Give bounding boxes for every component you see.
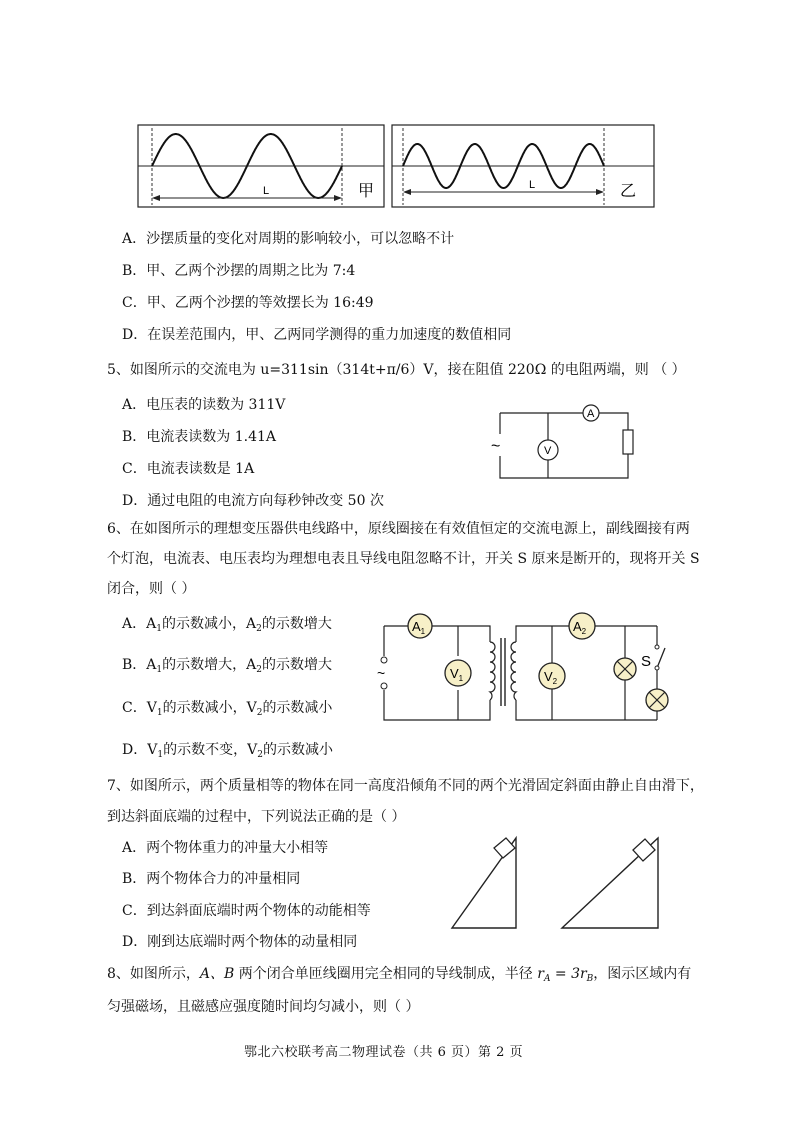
q4-option-d: D．在误差范围内，甲、乙两同学测得的重力加速度的数值相同 xyxy=(122,327,512,343)
q7-stem-line2: 到达斜面底端的过程中，下列说法正确的是（ ） xyxy=(107,809,406,825)
q6-switch-s xyxy=(657,648,665,668)
q6-secondary-coil xyxy=(511,642,516,700)
q4-option-b: B．甲、乙两个沙摆的周期之比为 7:4 xyxy=(122,263,356,279)
q6-option-c: C．$V_1$的示数减小，$V_2$的示数减小 xyxy=(122,700,333,718)
q6-lamp-2 xyxy=(646,689,668,711)
q8-stem-line2: 匀强磁场，且磁感应强度随时间均匀减小，则（ ） xyxy=(107,999,420,1015)
q6-stem-line3: 闭合，则（ ） xyxy=(107,581,196,597)
q8-radius-formula: $r_A = 3r_B$ xyxy=(537,966,594,984)
q6-option-d: D．$V_1$的示数不变，$V_2$的示数减小 xyxy=(122,742,333,760)
q5-option-c: C．电流表读数是 1A xyxy=(122,461,255,477)
q6-option-a: A．$A_1$的示数减小，$A_2$的示数增大 xyxy=(122,616,332,634)
left-panel-label: 甲 xyxy=(358,183,375,200)
q8-stem-line1: 8、如图所示，A、B 两个闭合单匝线圈用完全相同的导线制成，半径 $r_A = 3r_B$，图示区域内有 xyxy=(107,966,692,984)
right-panel-label: 乙 xyxy=(620,183,637,200)
q5-circuit-figure xyxy=(488,398,638,486)
q6-lamp-1 xyxy=(614,658,636,680)
q6-stem-line1: 6、在如图所示的理想变压器供电线路中，原线圈接在有效值恒定的交流电源上，副线圈接有两 xyxy=(107,521,690,537)
left-length-label: L xyxy=(263,185,270,197)
q7-option-a: A．两个物体重力的冲量大小相等 xyxy=(122,840,329,856)
q7-incline-left xyxy=(452,838,516,928)
q5-option-d: D．通过电阻的电流方向每秒钟改变 50 次 xyxy=(122,493,384,509)
q5-voltmeter-label: V xyxy=(544,445,552,457)
q5-ammeter-label: A xyxy=(587,408,595,420)
q6-primary-coil xyxy=(490,642,495,700)
svg-text:V2: $V_2$ xyxy=(544,669,558,686)
q6-source-symbol: ~ xyxy=(377,665,386,681)
right-length-label: L xyxy=(529,179,536,191)
svg-text:V1: $V_1$ xyxy=(450,666,464,683)
q7-option-c: C．到达斜面底端时两个物体的动能相等 xyxy=(122,903,371,919)
q5-option-a: A．电压表的读数为 311V xyxy=(122,397,286,413)
q6-transformer-circuit-figure xyxy=(372,610,688,728)
q5-stem: 5、如图所示的交流电为 u=311sin（314t+π/6）V，接在阻值 220Ω 的电阻两端，则 （ ） xyxy=(107,362,686,378)
q6-switch-label: S xyxy=(641,653,652,670)
svg-text:A1: $A_1$ xyxy=(412,619,426,636)
q4-option-a: A．沙摆质量的变化对周期的影响较小，可以忽略不计 xyxy=(122,231,455,247)
q7-option-b: B．两个物体合力的冲量相同 xyxy=(122,871,301,887)
q7-stem-line1: 7、如图所示，两个质量相等的物体在同一高度沿倾角不同的两个光滑固定斜面由静止自由滑下， xyxy=(107,778,704,794)
q4-option-c: C．甲、乙两个沙摆的等效摆长为 16:49 xyxy=(122,295,374,311)
sand-pendulum-traces-figure xyxy=(136,120,656,215)
q5-option-b: B．电流表读数为 1.41A xyxy=(122,429,277,445)
q7-option-d: D．刚到达底端时两个物体的动量相同 xyxy=(122,934,358,950)
q6-stem-line2: 个灯泡，电流表、电压表均为理想电表且导线电阻忽略不计，开关 S 原来是断开的，现将开关 S xyxy=(107,551,700,567)
page-footer: 鄂北六校联考高二物理试卷（共 6 页）第 2 页 xyxy=(244,1045,524,1060)
svg-text:A2: $A_2$ xyxy=(573,619,587,636)
q5-source-symbol: ~ xyxy=(491,438,501,455)
q7-incline-right xyxy=(562,838,658,928)
q7-inclines-figure xyxy=(446,832,666,934)
q6-option-b: B．$A_1$的示数增大，$A_2$的示数增大 xyxy=(122,657,333,675)
